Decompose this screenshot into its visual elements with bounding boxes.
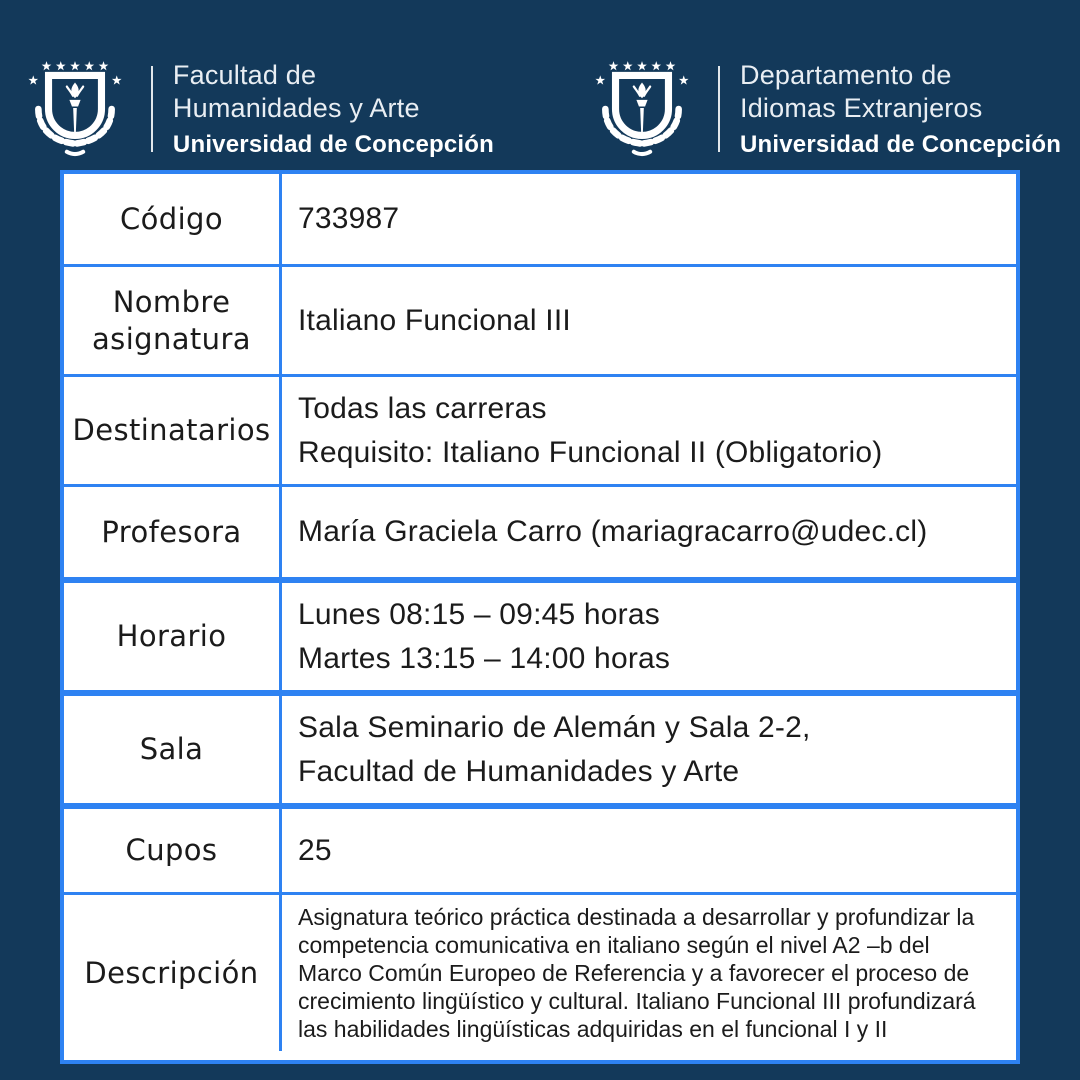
org-block-facultad [19,58,494,160]
value-line: 25 [298,833,332,867]
org-block-departamento [586,58,1061,160]
table-row-descripcion [64,892,1016,1051]
org-dept-line: Idiomas Extranjeros [740,92,983,123]
row-label: Destinatarios [64,377,282,484]
table-row-destinatarios [64,374,1016,484]
value-line: Lunes 08:15 – 09:45 horas [298,598,660,631]
row-label: Profesora [64,487,282,577]
row-value [282,174,1016,264]
udec-crest-icon [586,58,698,160]
value-line: Todas las carreras [298,392,547,425]
org-university-name: Universidad de Concepción [172,130,494,158]
org-text [173,59,494,159]
value-line: Asignatura teórico práctica destinada a desarrollar y profundizar la competencia comunicativa en italiano según el nivel A2 –b del Marco Común Europeo de Referencia y a favorecer el proceso de crecimiento lingüístico y cultural. Italiano Funcional III profundizará las habilidades lingüísticas adquiridas en el funcional I y II [298,904,976,1043]
value-line: Facultad de Humanidades y Arte [298,754,740,788]
row-label: Nombre asignatura [64,267,282,374]
row-value [282,487,1016,577]
header [0,58,1080,160]
table-row-horario [64,577,1016,690]
value-line: Martes 13:15 – 14:00 horas [298,641,671,675]
row-value [282,696,1016,803]
row-value [282,809,1016,892]
row-value [282,895,1016,1051]
row-value [282,267,1016,374]
org-university-name: Universidad de Concepción [740,130,1062,158]
row-value [282,377,1016,484]
table-row-cupos [64,803,1016,892]
table-row-nombre-asignatura [64,264,1016,374]
org-dept-line: Departamento de [740,60,952,91]
row-value [282,583,1016,690]
value-line: Sala Seminario de Alemán y Sala 2-2, [298,711,811,744]
row-label: Código [64,174,282,264]
row-label: Horario [64,583,282,690]
org-divider [151,66,153,152]
org-dept-line: Humanidades y Arte [172,92,420,123]
table-row-profesora [64,484,1016,577]
org-dept-line: Facultad de [172,60,317,91]
value-line: Italiano Funcional III [298,303,571,337]
table-row-codigo [64,174,1016,264]
table-row-sala [64,690,1016,803]
row-label: Sala [64,696,282,803]
value-line: 733987 [298,202,400,236]
row-label: Cupos [64,809,282,892]
org-text [740,59,1061,159]
value-line: María Graciela Carro (mariagracarro@udec.cl) [298,515,928,549]
course-info-table [60,170,1020,1064]
udec-crest-icon [19,58,131,160]
org-divider [718,66,720,152]
row-label: Descripción [64,895,282,1051]
value-line: Requisito: Italiano Funcional II (Obligatorio) [298,435,883,469]
